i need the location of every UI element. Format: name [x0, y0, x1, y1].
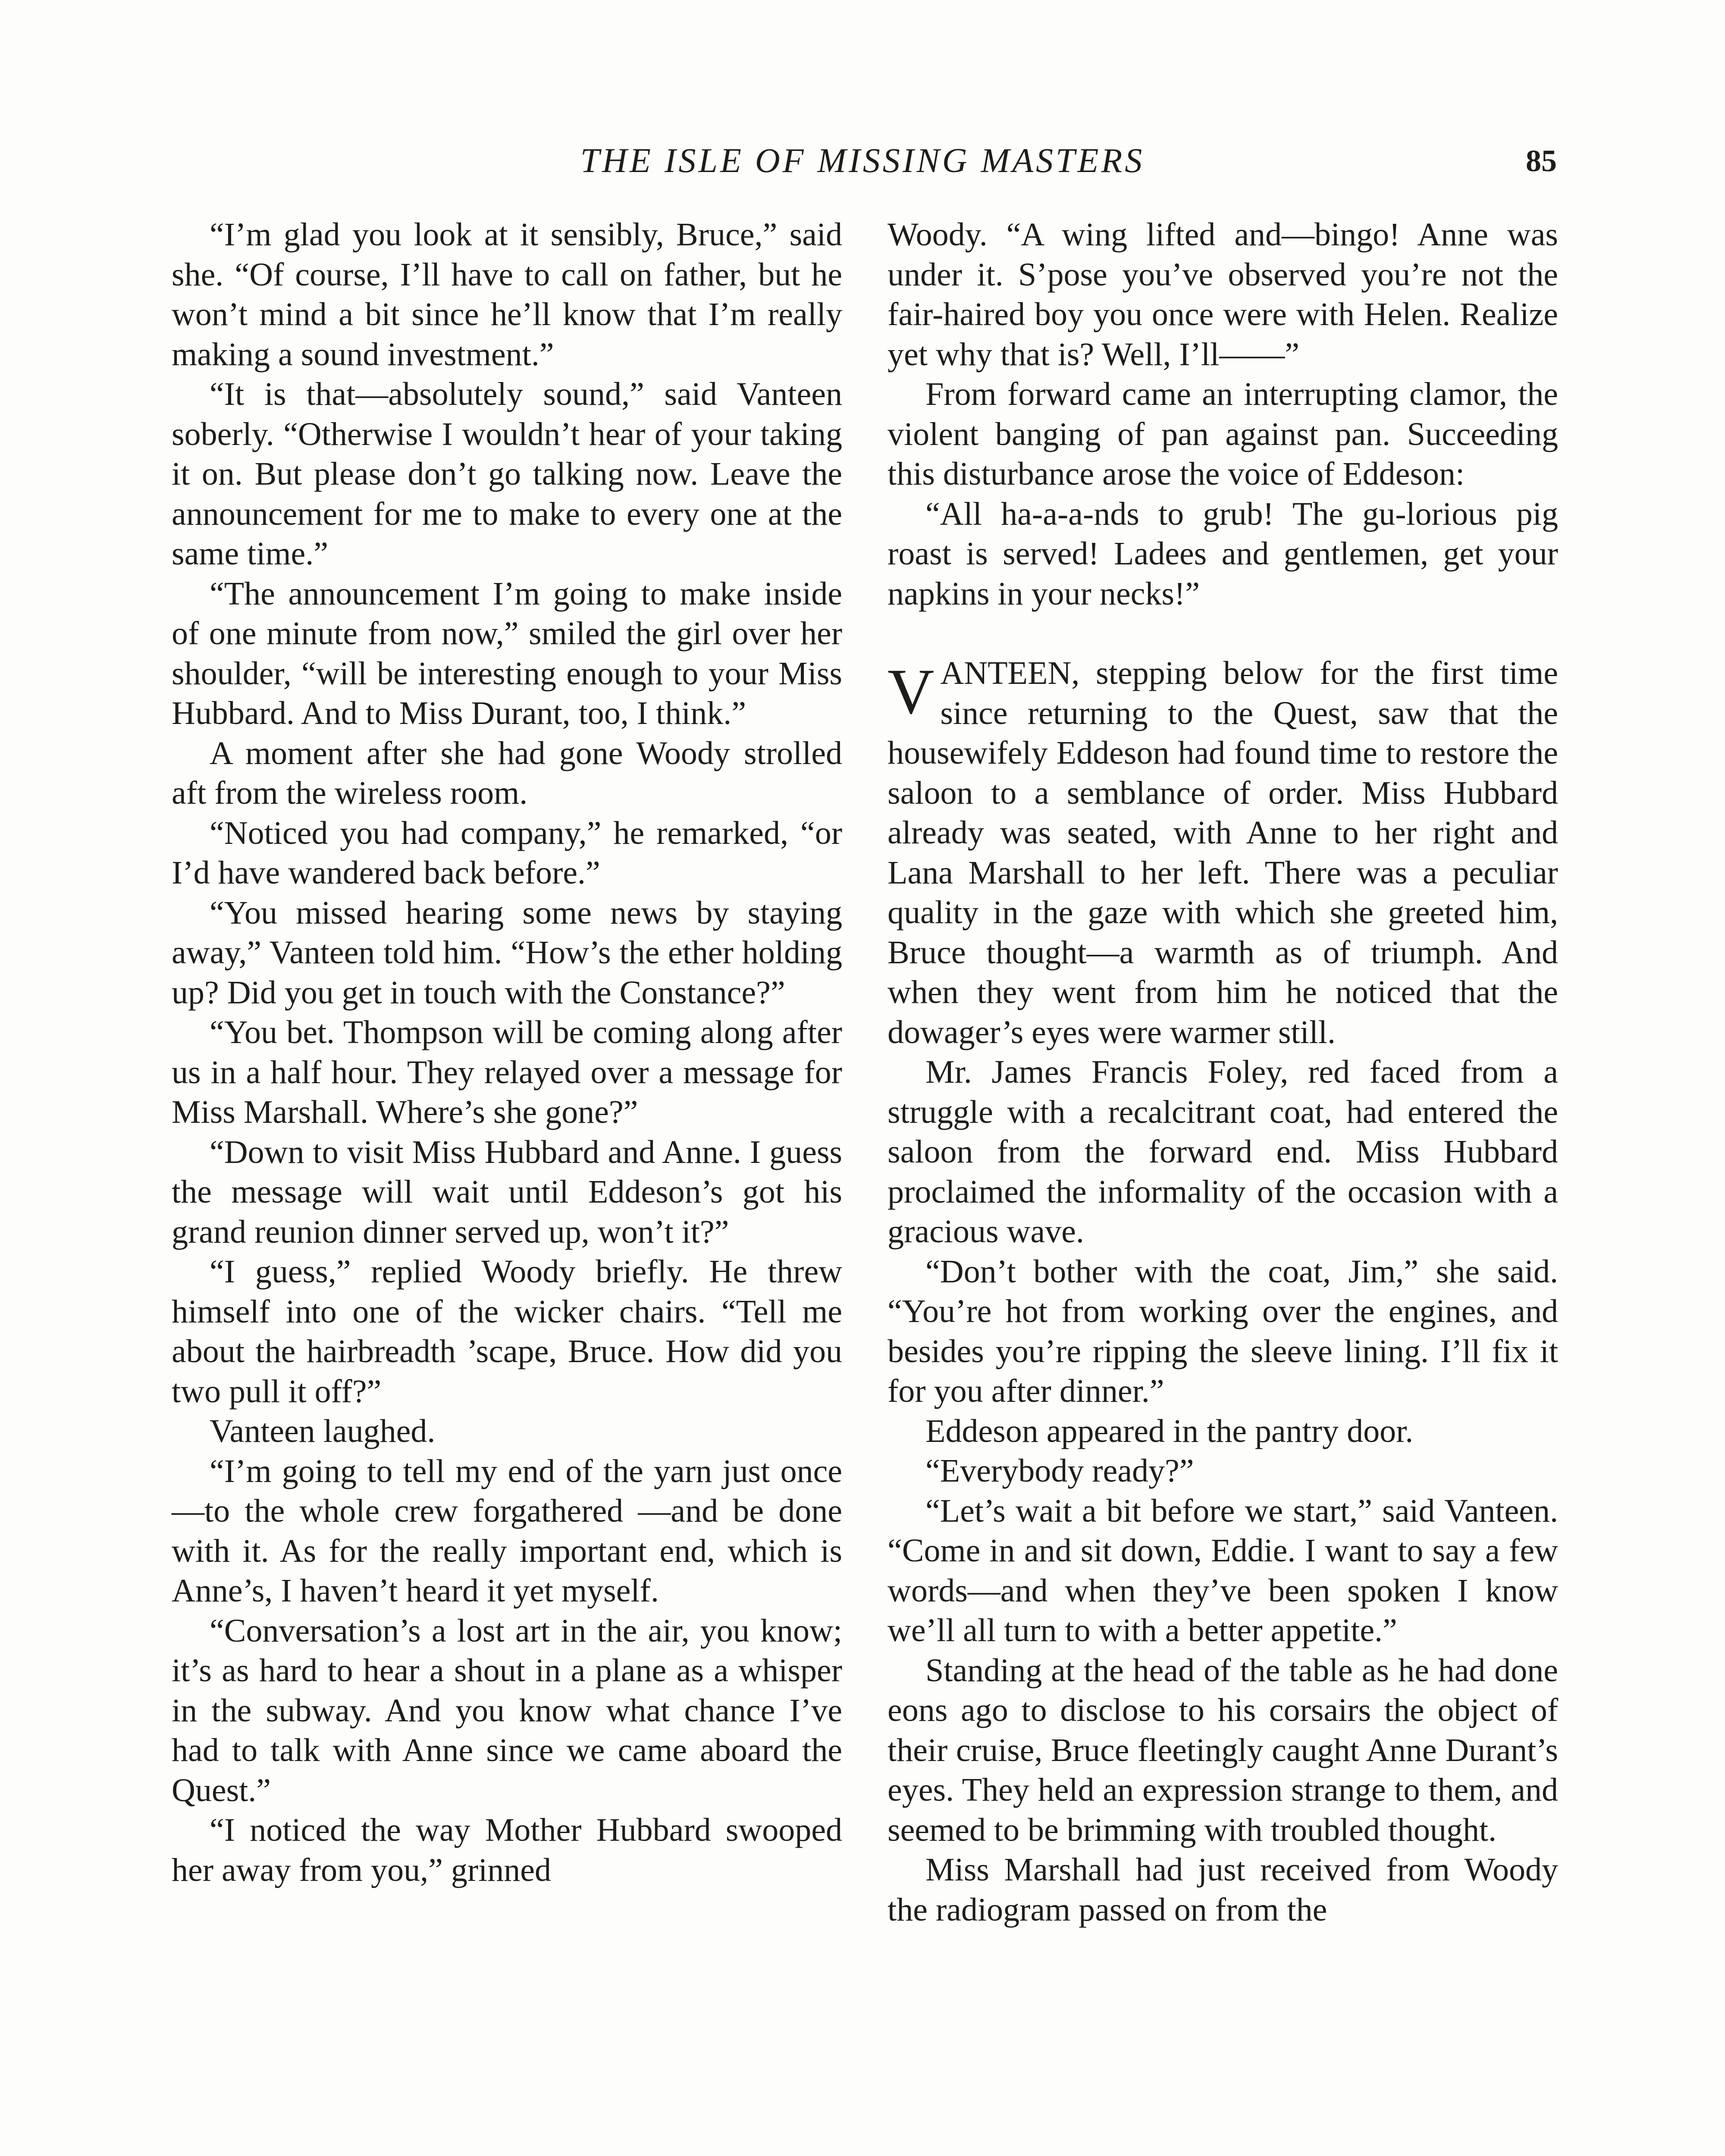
paragraph: “Conversation’s a lost art in the air, you know; it’s as hard to hear a shout in a plane as a whisper in the subway. And you know what chance I’ve had to talk with Anne since we came aboard the Quest.”: [172, 1612, 842, 1808]
paragraph: “Noticed you had company,” he remarked, “or I’d have wandered back before.”: [172, 815, 842, 891]
paragraph: “I noticed the way Mother Hubbard swooped her away from you,” grinned: [172, 1812, 842, 1888]
paragraph: “Don’t bother with the coat, Jim,” she said. “You’re hot from working over the engines, and besides you’re ripping the sleeve lining. I’ll fix it for you after dinner.”: [888, 1253, 1558, 1409]
paragraph: “I guess,” replied Woody briefly. He threw himself into one of the wicker chairs. “Tell me about the hairbreadth ’scape, Bruce. How did you two pull it off?”: [172, 1253, 842, 1410]
page-number: 85: [1526, 144, 1557, 178]
continued-paragraph: Woody. “A wing lifted and—bingo! Anne was under it. S’pose you’ve observed you’re not the fair-haired boy you once were with Helen. Realize yet why that is? Well, I’ll——”: [888, 216, 1558, 373]
paragraph: Miss Marshall had just received from Woody the radiogram passed on from the: [888, 1852, 1558, 1928]
paragraph: Eddeson appeared in the pantry door.: [925, 1413, 1414, 1449]
paragraph: Mr. James Francis Foley, red faced from a struggle with a recalcitrant coat, had entered the saloon from the forward end. Miss Hubbard proclaimed the informality of the occasion with a gracious wave.: [888, 1054, 1558, 1250]
paragraph: “I’m glad you look at it sensibly, Bruce,” said she. “Of course, I’ll have to call on father, but he won’t mind a bit since he’ll know that I’m really making a sound investment.”: [172, 216, 842, 373]
paragraph: Standing at the head of the table as he had done eons ago to disclose to his corsairs the object of their cruise, Bruce fleetingly caught Anne Durant’s eyes. They held an expression strange to them, and seemed to be brimming with troubled thought.: [888, 1652, 1558, 1848]
section-opening-text: ANTEEN, stepping below for the first time since returning to the Quest, saw that the housewifely Eddeson had found time to restore the saloon to a semblance of order. Miss Hubbard already was seated, with Anne to her right and Lana Marshall to her left. There was a peculiar quality in the gaze with which she greeted him, Bruce thought—a warmth as of triumph. And when they went from him he noticed that the dowager’s eyes were warmer still.: [888, 655, 1558, 1050]
left-column: [172, 215, 842, 1890]
paragraph: “I’m going to tell my end of the yarn just once—to the whole crew forgathered —and be done with it. As for the really important end, which is Anne’s, I haven’t heard it yet myself.: [172, 1453, 842, 1609]
paragraph: From forward came an interrupting clamor, the violent banging of pan against pan. Succeeding this disturbance arose the voice of Eddeson:: [888, 376, 1558, 492]
paragraph: A moment after she had gone Woody strolled aft from the wireless room.: [172, 735, 842, 811]
paragraph: “All ha-a-a-nds to grub! The gu-lorious pig roast is served! Ladees and gentlemen, get your napkins in your necks!”: [888, 495, 1558, 612]
paragraph: “Everybody ready?”: [925, 1453, 1194, 1489]
paragraph: “You missed hearing some news by staying away,” Vanteen told him. “How’s the ether holding up? Did you get in touch with the Constance?”: [172, 894, 842, 1011]
paragraph: “Down to visit Miss Hubbard and Anne. I guess the message will wait until Eddeson’s got his grand reunion dinner served up, won’t it?”: [172, 1134, 842, 1250]
paragraph: Vanteen laughed.: [210, 1413, 436, 1449]
drop-cap: V: [888, 656, 935, 727]
paragraph: “Let’s wait a bit before we start,” said Vanteen. “Come in and sit down, Eddie. I want to say a few words—and when they’ve been spoken I know we’ll all turn to with a better appetite.”: [888, 1492, 1558, 1648]
paragraph: “You bet. Thompson will be coming along after us in a half hour. They relayed over a message for Miss Marshall. Where’s she gone?”: [172, 1014, 842, 1130]
section-opening-paragraph: [888, 653, 1558, 1052]
paragraph: “The announcement I’m going to make inside of one minute from now,” smiled the girl over her shoulder, “will be interesting enough to your Miss Hubbard. And to Miss Durant, too, I think.”: [172, 575, 842, 731]
paragraph: “It is that—absolutely sound,” said Vanteen soberly. “Otherwise I wouldn’t hear of your taking it on. But please don’t go talking now. Leave the announcement for me to make to every one at the same time.”: [172, 376, 842, 572]
running-title: THE ISLE OF MISSING MASTERS: [580, 142, 1145, 180]
running-head: [0, 137, 1725, 185]
right-column: [888, 215, 1558, 1930]
